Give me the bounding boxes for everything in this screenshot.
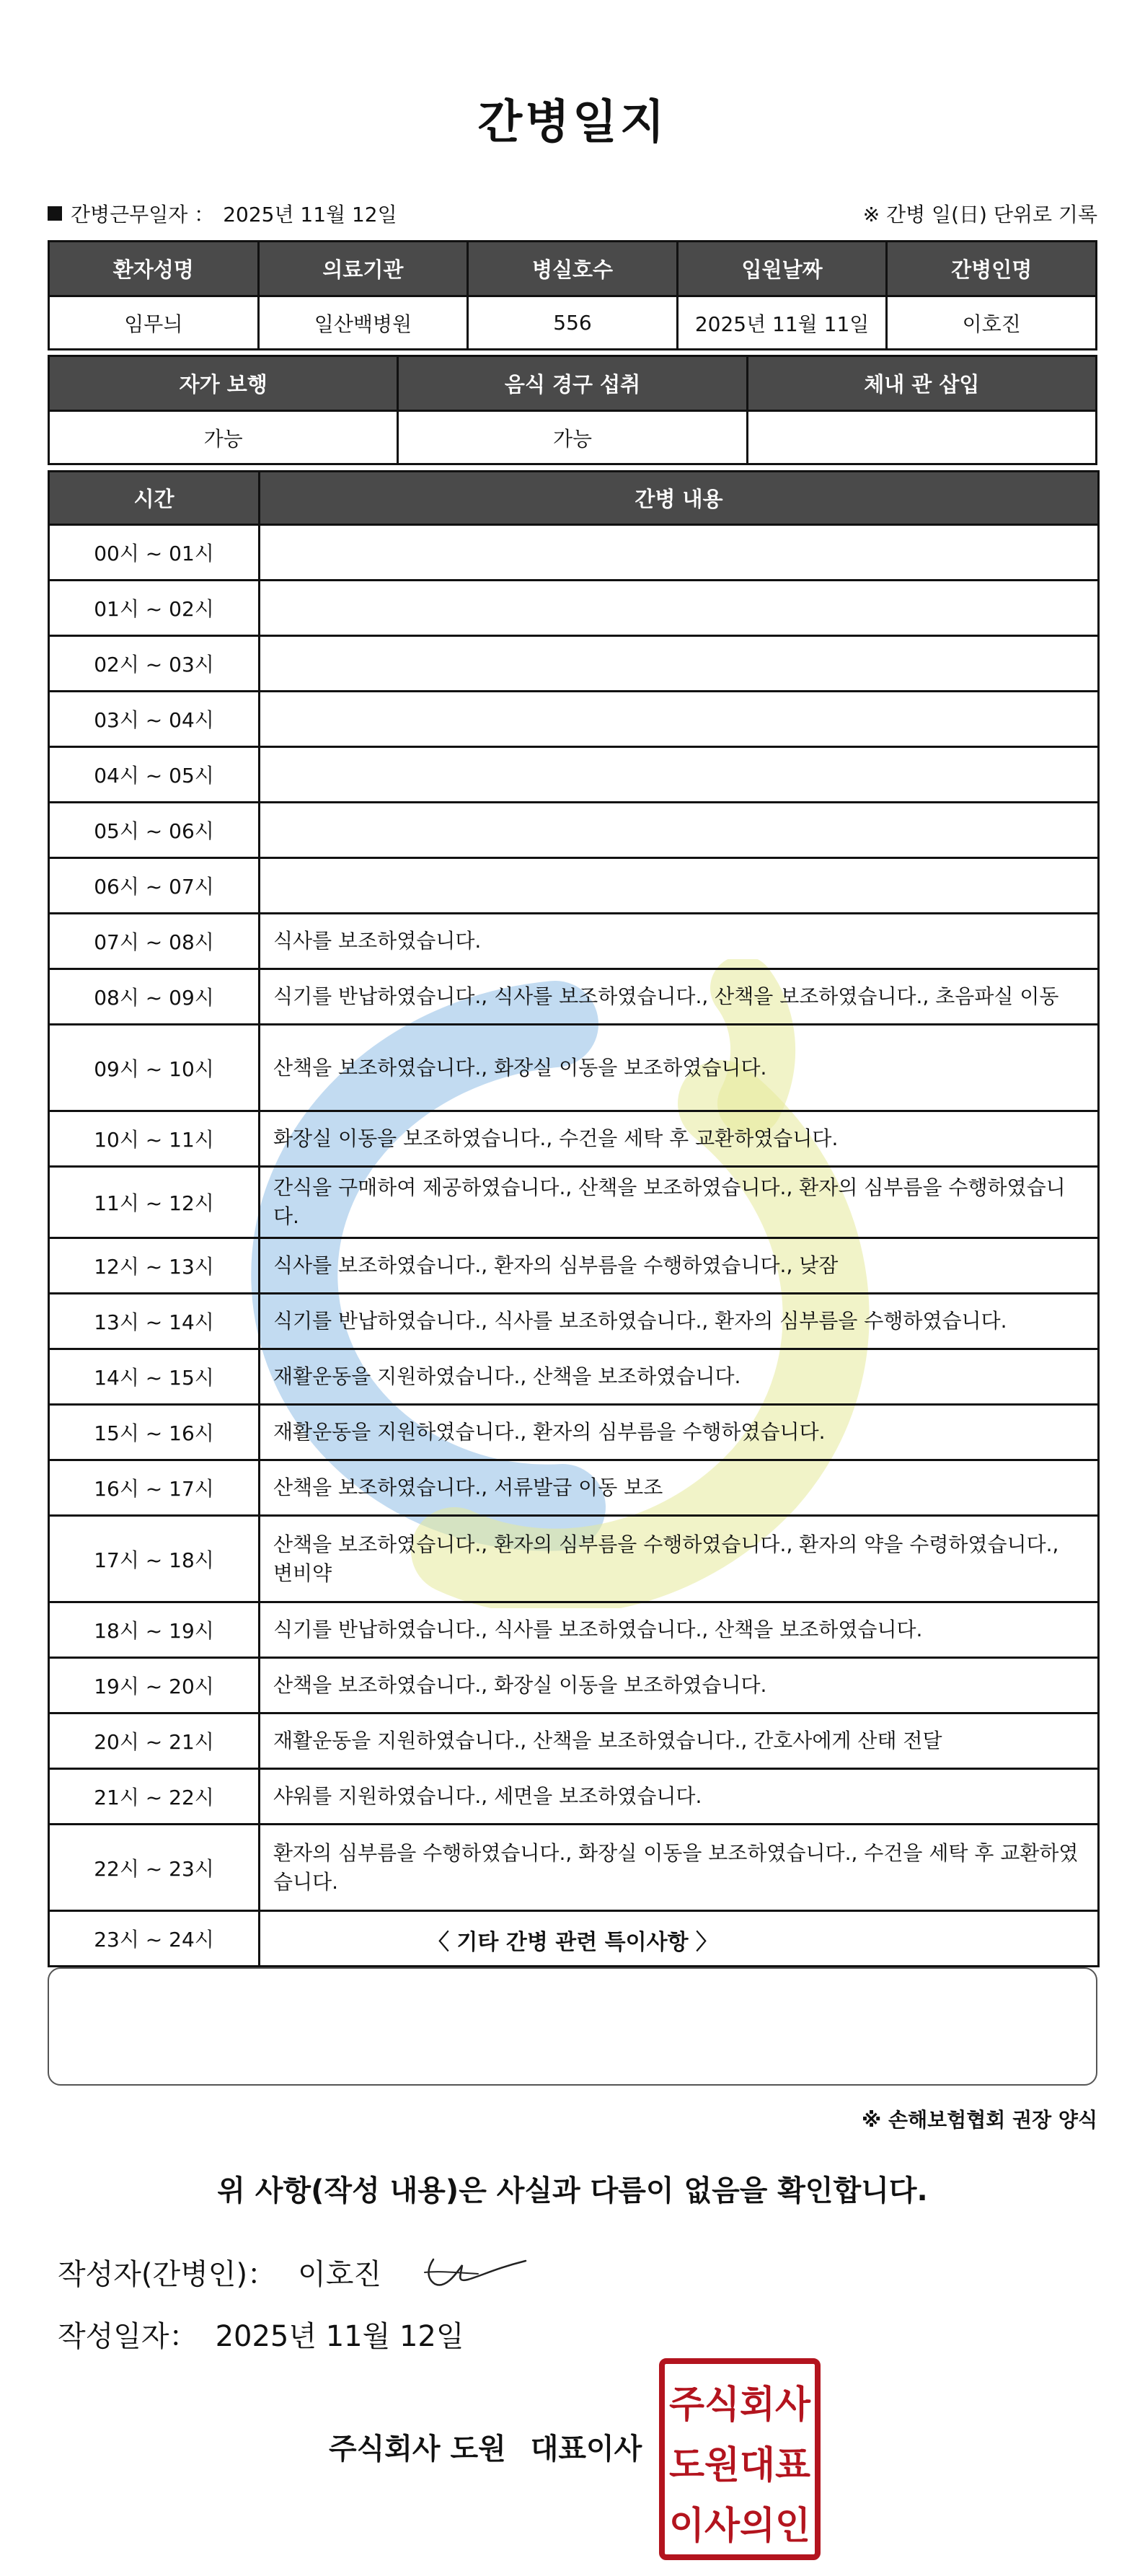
header-tube-insertion: 체내 관 삽입 xyxy=(747,356,1096,411)
table-row xyxy=(49,1025,1099,1111)
header-admission-date: 입원날짜 xyxy=(677,242,887,296)
time-slot: 16시 ~ 17시 xyxy=(49,1460,260,1516)
writer-label: 작성자(간병인)： xyxy=(58,2257,277,2291)
company-name: 주식회사 도원 xyxy=(329,2432,506,2466)
care-content: 환자의 심부름을 수행하였습니다., 화장실 이동을 보조하였습니다., 수건을 세탁 후 교환하였습니다. xyxy=(260,1825,1099,1911)
time-slot: 03시 ~ 04시 xyxy=(49,692,260,747)
table-row xyxy=(49,1769,1099,1825)
care-content: 재활운동을 지원하였습니다., 산책을 보조하였습니다. xyxy=(260,1349,1099,1405)
care-content xyxy=(260,581,1099,636)
time-slot: 09시 ~ 10시 xyxy=(49,1025,260,1111)
care-content xyxy=(260,803,1099,858)
time-slot: 13시 ~ 14시 xyxy=(49,1294,260,1349)
time-slot: 06시 ~ 07시 xyxy=(49,858,260,914)
care-log-body xyxy=(49,525,1099,1967)
svg-text:주식회사: 주식회사 xyxy=(669,2383,811,2427)
written-date-value: 2025년 11월 12일 xyxy=(215,2320,464,2353)
care-content xyxy=(260,636,1099,692)
patient-status-header-row xyxy=(49,356,1097,411)
time-slot: 14시 ~ 15시 xyxy=(49,1349,260,1405)
care-content xyxy=(260,747,1099,803)
table-row xyxy=(49,525,1099,581)
care-content: 식사를 보조하였습니다. xyxy=(260,914,1099,969)
signature-icon xyxy=(417,2246,533,2297)
care-log-table xyxy=(48,470,1100,1967)
table-row xyxy=(49,1658,1099,1713)
care-content: 식기를 반납하였습니다., 식사를 보조하였습니다., 산책을 보조하였습니다. xyxy=(260,1602,1099,1658)
tube-insertion-value xyxy=(747,411,1096,464)
care-content: 식사를 보조하였습니다., 환자의 심부름을 수행하였습니다., 낮잠 xyxy=(260,1238,1099,1294)
self-walking-value: 가능 xyxy=(49,411,398,464)
table-row xyxy=(49,1167,1099,1238)
table-row xyxy=(49,858,1099,914)
table-row xyxy=(49,1111,1099,1167)
time-slot: 07시 ~ 08시 xyxy=(49,914,260,969)
writer-row xyxy=(58,2246,533,2297)
time-slot: 11시 ~ 12시 xyxy=(49,1167,260,1238)
care-content xyxy=(260,858,1099,914)
table-row xyxy=(49,1238,1099,1294)
work-date-group xyxy=(48,199,397,228)
table-row xyxy=(49,747,1099,803)
header-room-number: 병실호수 xyxy=(468,242,678,296)
header-self-walking: 자가 보행 xyxy=(49,356,398,411)
care-content: 간식을 구매하여 제공하였습니다., 산책을 보조하였습니다., 환자의 심부름을 수행하였습니다. xyxy=(260,1167,1099,1238)
medical-institution: 일산백병원 xyxy=(258,296,468,350)
time-slot: 21시 ~ 22시 xyxy=(49,1769,260,1825)
caregiver-name: 이호진 xyxy=(887,296,1097,350)
written-date-row xyxy=(58,2313,464,2355)
header-patient-name: 환자성명 xyxy=(49,242,259,296)
admission-date: 2025년 11월 11일 xyxy=(677,296,887,350)
care-content: 산책을 보조하였습니다., 환자의 심부름을 수행하였습니다., 환자의 약을 수령하였습니다., 변비약 xyxy=(260,1516,1099,1602)
time-slot: 20시 ~ 21시 xyxy=(49,1713,260,1769)
care-content: 산책을 보조하였습니다., 서류발급 이동 보조 xyxy=(260,1460,1099,1516)
header-oral-intake: 음식 경구 섭취 xyxy=(398,356,747,411)
time-slot: 12시 ~ 13시 xyxy=(49,1238,260,1294)
writer-name: 이호진 xyxy=(298,2257,381,2291)
table-row xyxy=(49,1825,1099,1911)
time-slot: 08시 ~ 09시 xyxy=(49,969,260,1025)
care-content: 재활운동을 지원하였습니다., 환자의 심부름을 수행하였습니다. xyxy=(260,1405,1099,1460)
header-caregiver-name: 간병인명 xyxy=(887,242,1097,296)
care-content: 식기를 반납하였습니다., 식사를 보조하였습니다., 산책을 보조하였습니다., 초음파실 이동 xyxy=(260,969,1099,1025)
table-row xyxy=(49,692,1099,747)
table-row xyxy=(49,1713,1099,1769)
table-row xyxy=(49,914,1099,969)
header-time: 시간 xyxy=(49,472,260,525)
patient-status-value-row xyxy=(49,411,1097,464)
meta-row xyxy=(48,199,1097,228)
time-slot: 00시 ~ 01시 xyxy=(49,525,260,581)
record-unit-note: ※ 간병 일(日) 단위로 기록 xyxy=(862,203,1097,226)
header-care-content: 간병 내용 xyxy=(260,472,1099,525)
work-date-value: 2025년 11월 12일 xyxy=(223,203,397,226)
care-content xyxy=(260,525,1099,581)
table-row xyxy=(49,1405,1099,1460)
table-row xyxy=(49,803,1099,858)
time-slot: 01시 ~ 02시 xyxy=(49,581,260,636)
patient-info-value-row xyxy=(49,296,1097,350)
table-row xyxy=(49,1349,1099,1405)
care-content: 화장실 이동을 보조하였습니다., 수건을 세탁 후 교환하였습니다. xyxy=(260,1111,1099,1167)
table-row xyxy=(49,969,1099,1025)
time-slot: 17시 ~ 18시 xyxy=(49,1516,260,1602)
written-date-label: 작성일자： xyxy=(58,2320,198,2353)
table-row xyxy=(49,1602,1099,1658)
patient-name: 임무늬 xyxy=(49,296,259,350)
table-row xyxy=(49,1294,1099,1349)
recommend-note: ※ 손해보험협회 권장 양식 xyxy=(862,2108,1097,2132)
patient-info-table xyxy=(48,240,1097,350)
table-row xyxy=(49,1516,1099,1602)
time-slot: 19시 ~ 20시 xyxy=(49,1658,260,1713)
patient-info-header-row xyxy=(49,242,1097,296)
company-seal-icon xyxy=(658,2357,822,2562)
document-title: 간병일지 xyxy=(477,96,668,149)
care-content xyxy=(260,692,1099,747)
square-bullet-icon xyxy=(48,206,62,221)
confirm-statement: 위 사항(작성 내용)은 사실과 다름이 없음을 확인합니다. xyxy=(217,2174,928,2207)
time-slot: 22시 ~ 23시 xyxy=(49,1825,260,1911)
care-content: 산책을 보조하였습니다., 화장실 이동을 보조하였습니다. xyxy=(260,1025,1099,1111)
care-content: 샤워를 지원하였습니다., 세면을 보조하였습니다. xyxy=(260,1769,1099,1825)
care-content: 산책을 보조하였습니다., 화장실 이동을 보조하였습니다. xyxy=(260,1658,1099,1713)
notes-title: 〈 기타 간병 관련 특이사항 〉 xyxy=(427,1930,718,1955)
oral-intake-value: 가능 xyxy=(398,411,747,464)
table-row xyxy=(49,581,1099,636)
patient-status-table xyxy=(48,355,1097,465)
care-content: 재활운동을 지원하였습니다., 산책을 보조하였습니다., 간호사에게 산태 전달 xyxy=(260,1713,1099,1769)
time-slot: 05시 ~ 06시 xyxy=(49,803,260,858)
table-row xyxy=(49,1460,1099,1516)
time-slot: 15시 ~ 16시 xyxy=(49,1405,260,1460)
time-slot: 04시 ~ 05시 xyxy=(49,747,260,803)
time-slot: 23시 ~ 24시 xyxy=(49,1911,260,1967)
company-row xyxy=(329,2426,642,2467)
company-title: 대표이사 xyxy=(530,2432,642,2466)
svg-text:도원대표: 도원대표 xyxy=(669,2443,810,2487)
work-date-label: 간병근무일자 ： xyxy=(71,203,215,226)
room-number: 556 xyxy=(468,296,678,350)
notes-box xyxy=(48,1967,1097,2086)
care-content: 식기를 반납하였습니다., 식사를 보조하였습니다., 환자의 심부름을 수행하였습니다. xyxy=(260,1294,1099,1349)
time-slot: 02시 ~ 03시 xyxy=(49,636,260,692)
table-row xyxy=(49,636,1099,692)
svg-text:이사의인: 이사의인 xyxy=(669,2504,810,2548)
time-slot: 10시 ~ 11시 xyxy=(49,1111,260,1167)
care-log-header-row xyxy=(49,472,1099,525)
header-medical-institution: 의료기관 xyxy=(258,242,468,296)
time-slot: 18시 ~ 19시 xyxy=(49,1602,260,1658)
